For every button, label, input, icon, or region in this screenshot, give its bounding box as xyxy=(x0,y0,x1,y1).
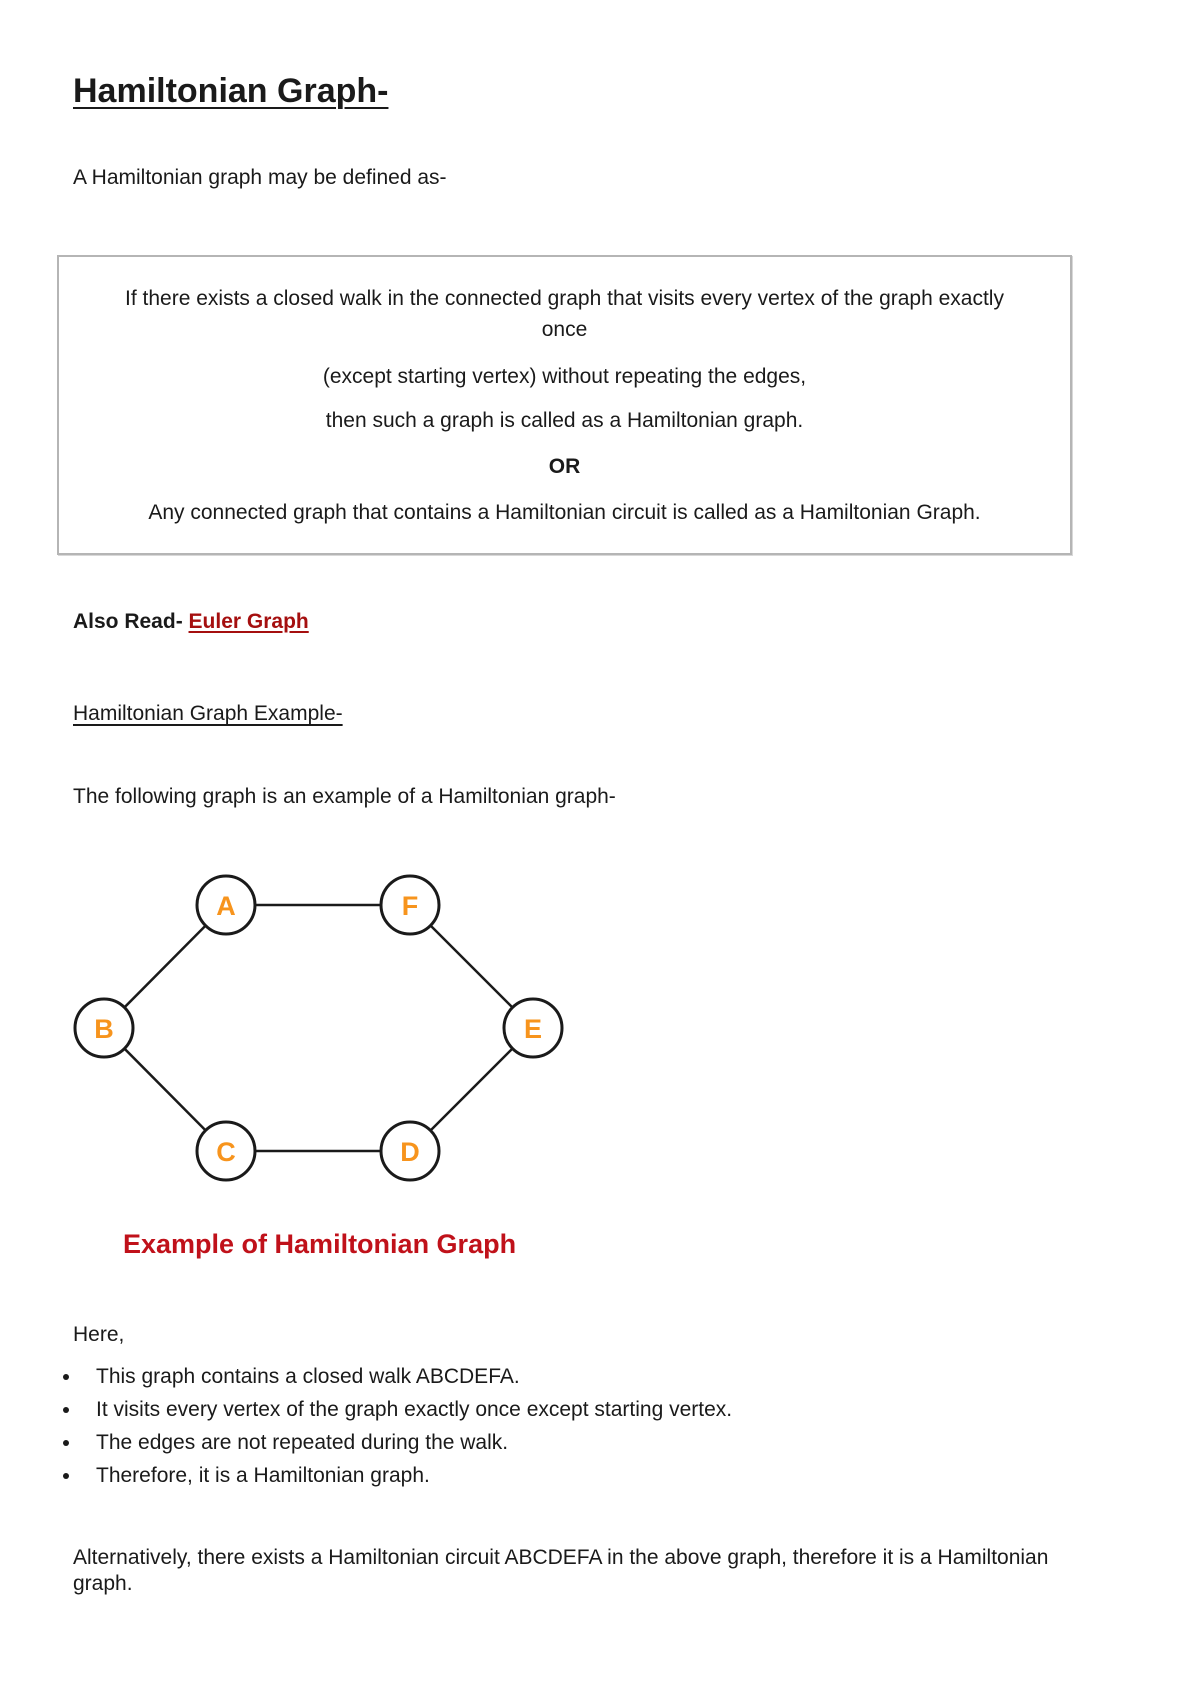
vertex-c xyxy=(197,1122,255,1180)
also-read-label: Also Read- xyxy=(73,610,183,633)
vertex-a xyxy=(197,876,255,934)
vertex-label: F xyxy=(401,891,419,921)
example-heading: Hamiltonian Graph Example- xyxy=(73,702,343,725)
vertex-label: C xyxy=(216,1137,236,1167)
definition-line-4: Any connected graph that contains a Hamiltonian circuit is called as a Hamiltonian Graph. xyxy=(148,501,981,524)
alternatively-text: Alternatively, there exists a Hamiltonian circuit ABCDEFA in the above graph, therefore it is a Hamiltonian graph. xyxy=(73,1546,1049,1595)
definition-line-1: If there exists a closed walk in the connected graph that visits every vertex of the graph exactly xyxy=(125,287,1004,310)
graph-caption: Example of Hamiltonian Graph xyxy=(123,1229,517,1259)
here-label: Here, xyxy=(73,1323,125,1346)
list-item: It visits every vertex of the graph exactly once except starting vertex. xyxy=(48,1393,732,1426)
page-title: Hamiltonian Graph- xyxy=(73,72,389,110)
intro-text: A Hamiltonian graph may be defined as- xyxy=(73,166,447,189)
vertex-b xyxy=(75,999,133,1057)
edge-f-e xyxy=(431,926,513,1008)
euler-graph-link[interactable]: Euler Graph xyxy=(188,610,309,633)
edge-e-d xyxy=(431,1049,513,1131)
bullet-icon xyxy=(63,1407,69,1413)
edge-b-a xyxy=(124,926,205,1008)
list-item: Therefore, it is a Hamiltonian graph. xyxy=(48,1459,732,1492)
definition-or: OR xyxy=(548,455,581,478)
bullet-icon xyxy=(63,1473,69,1479)
bullet-icon xyxy=(63,1440,69,1446)
list-item: The edges are not repeated during the walk. xyxy=(48,1426,732,1459)
definition-line-3: then such a graph is called as a Hamiltonian graph. xyxy=(325,409,804,432)
edge-c-b xyxy=(124,1049,205,1131)
vertex-e xyxy=(504,999,562,1057)
definition-line-1-cont: once xyxy=(541,318,588,341)
bullet-list xyxy=(48,1360,732,1492)
list-item: This graph contains a closed walk ABCDEFA. xyxy=(48,1360,732,1393)
vertex-f xyxy=(381,876,439,934)
vertex-label: B xyxy=(94,1014,114,1044)
definition-line-2: (except starting vertex) without repeating the edges, xyxy=(322,365,807,388)
vertex-label: A xyxy=(216,891,236,921)
vertex-d xyxy=(381,1122,439,1180)
vertex-label: D xyxy=(400,1137,420,1167)
vertex-label: E xyxy=(523,1014,543,1044)
example-intro: The following graph is an example of a Hamiltonian graph- xyxy=(73,785,616,808)
bullet-icon xyxy=(63,1374,69,1380)
